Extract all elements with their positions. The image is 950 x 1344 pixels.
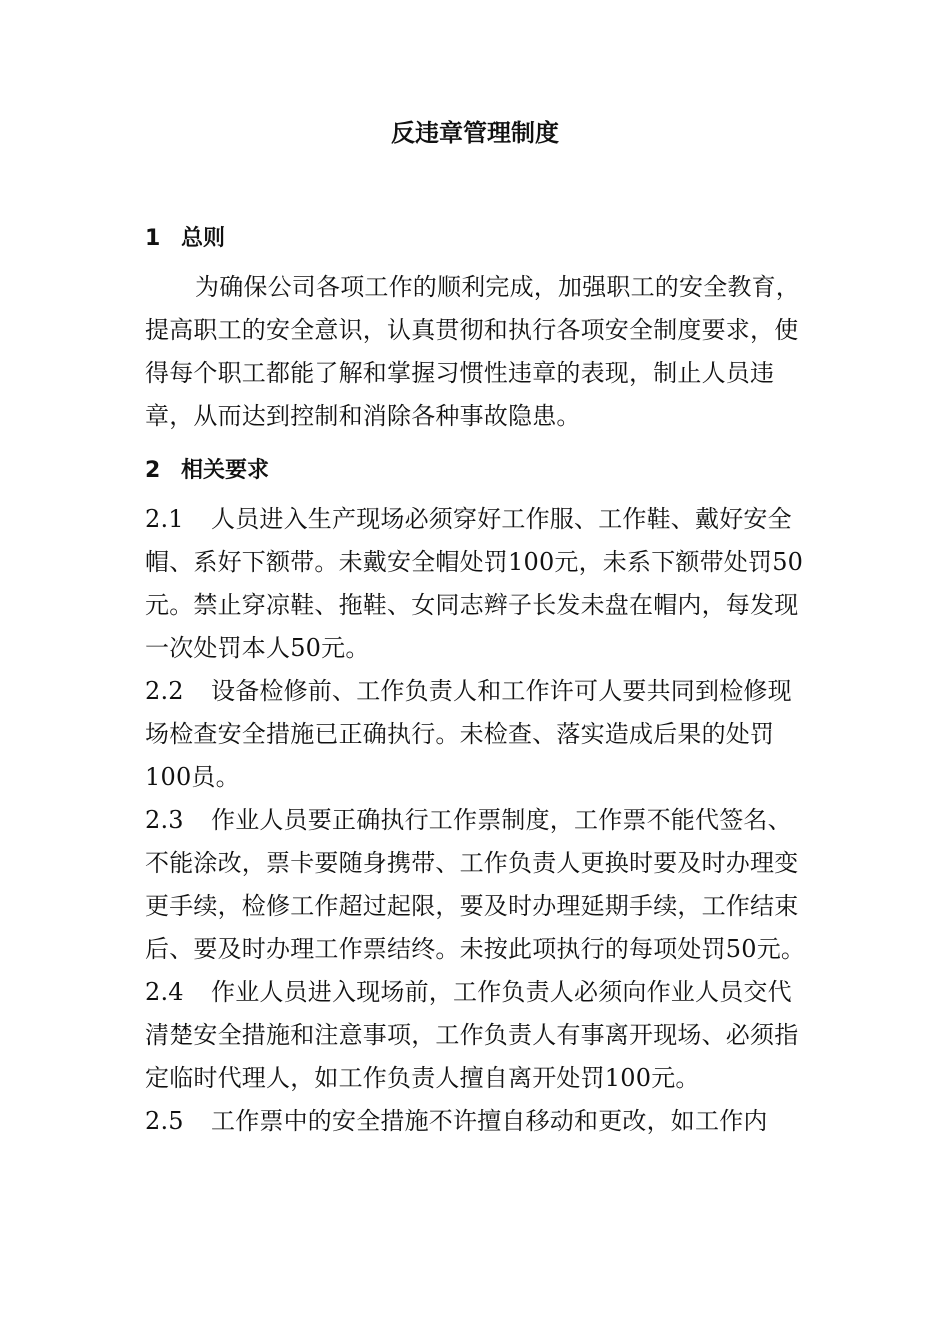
- item-text: 作业人员要正确执行工作票制度，工作票不能代签名、不能涂改，票卡要随身携带、工作负责人更换时要及时办理变更手续，检修工作超过起限，要及时办理延期手续，工作结束后、要及时办理工作票结终。未按此项执行的每项处罚50元。: [145, 806, 806, 963]
- item-text: 作业人员进入现场前，工作负责人必须向作业人员交代清楚安全措施和注意事项，工作负责人有事离开现场、必须指定临时代理人，如工作负责人擅自离开处罚100元。: [145, 978, 799, 1092]
- document-body: [145, 220, 815, 1143]
- item-text: 设备检修前、工作负责人和工作许可人要共同到检修现场检查安全措施已正确执行。未检查、落实造成后果的处罚100员。: [145, 677, 792, 791]
- item-number: 2.1: [145, 505, 184, 533]
- requirement-item: [145, 799, 815, 971]
- section-heading-requirements: [145, 452, 815, 490]
- item-text: 人员进入生产现场必须穿好工作服、工作鞋、戴好安全帽、系好下额带。未戴安全帽处罚100元，未系下额带处罚50元。禁止穿凉鞋、拖鞋、女同志辫子长发未盘在帽内，每发现一次处罚本人50元。: [145, 505, 804, 662]
- requirement-item: [145, 498, 815, 670]
- section-title: 总则: [181, 226, 226, 251]
- item-number: 2.4: [145, 978, 184, 1006]
- item-number: 2.3: [145, 806, 184, 834]
- requirement-item: [145, 1100, 815, 1143]
- section-number: 1: [145, 226, 161, 251]
- document-title: 反违章管理制度: [391, 119, 559, 147]
- general-paragraph: 为确保公司各项工作的顺利完成，加强职工的安全教育，提高职工的安全意识，认真贯彻和执行各项安全制度要求，使得每个职工都能了解和掌握习惯性违章的表现，制止人员违章，从而达到控制和消除各种事故隐患。: [145, 273, 800, 430]
- item-number: 2.5: [145, 1107, 184, 1135]
- requirement-item: [145, 971, 815, 1100]
- item-text: 工作票中的安全措施不许擅自移动和更改，如工作内: [211, 1107, 768, 1135]
- requirement-item: [145, 670, 815, 799]
- section-heading-general: [145, 220, 815, 258]
- item-number: 2.2: [145, 677, 184, 705]
- section-title: 相关要求: [181, 458, 270, 483]
- section-number: 2: [145, 458, 161, 483]
